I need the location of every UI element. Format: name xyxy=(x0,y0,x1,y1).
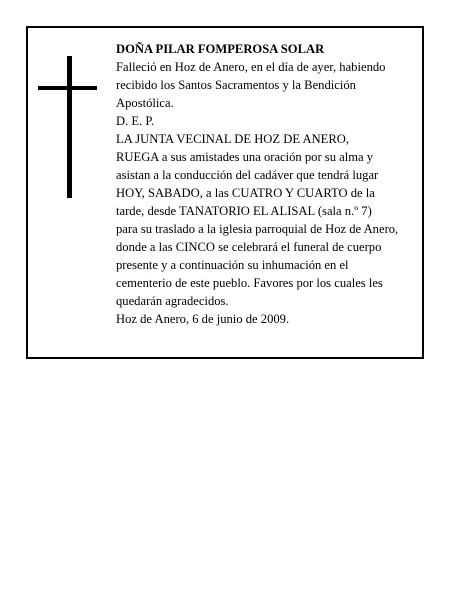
notice-text xyxy=(116,40,420,328)
notice-line: tarde, desde TANATORIO EL ALISAL (sala n.º 7) xyxy=(116,204,372,218)
notice-line: cementerio de este pueblo. Favores por los cuales les xyxy=(116,276,383,290)
notice-line: quedarán agradecidos. xyxy=(116,294,229,308)
notice-line: Apostólica. xyxy=(116,96,174,110)
notice-line: HOY, SABADO, a las CUATRO Y CUARTO de la xyxy=(116,186,375,200)
cross-horizontal-bar xyxy=(38,86,97,90)
notice-line: presente y a continuación su inhumación en el xyxy=(116,258,349,272)
rip-line: D. E. P. xyxy=(116,114,155,128)
obituary-notice xyxy=(26,26,424,359)
notice-line: asistan a la conducción del cadáver que tendrá lugar xyxy=(116,168,379,182)
notice-date: Hoz de Anero, 6 de junio de 2009. xyxy=(116,312,290,326)
notice-line: RUEGA a sus amistades una oración por su alma y xyxy=(116,150,374,164)
notice-line: donde a las CINCO se celebrará el funeral de cuerpo xyxy=(116,240,382,254)
notice-line: Falleció en Hoz de Anero, en el día de ayer, habiendo xyxy=(116,60,386,74)
notice-line: para su traslado a la iglesia parroquial de Hoz de Anero, xyxy=(116,222,399,236)
notice-line: LA JUNTA VECINAL DE HOZ DE ANERO, xyxy=(116,132,350,146)
cross-vertical-bar xyxy=(67,56,72,198)
deceased-name: DOÑA PILAR FOMPEROSA SOLAR xyxy=(116,42,325,56)
notice-line: recibido los Santos Sacramentos y la Bendición xyxy=(116,78,356,92)
